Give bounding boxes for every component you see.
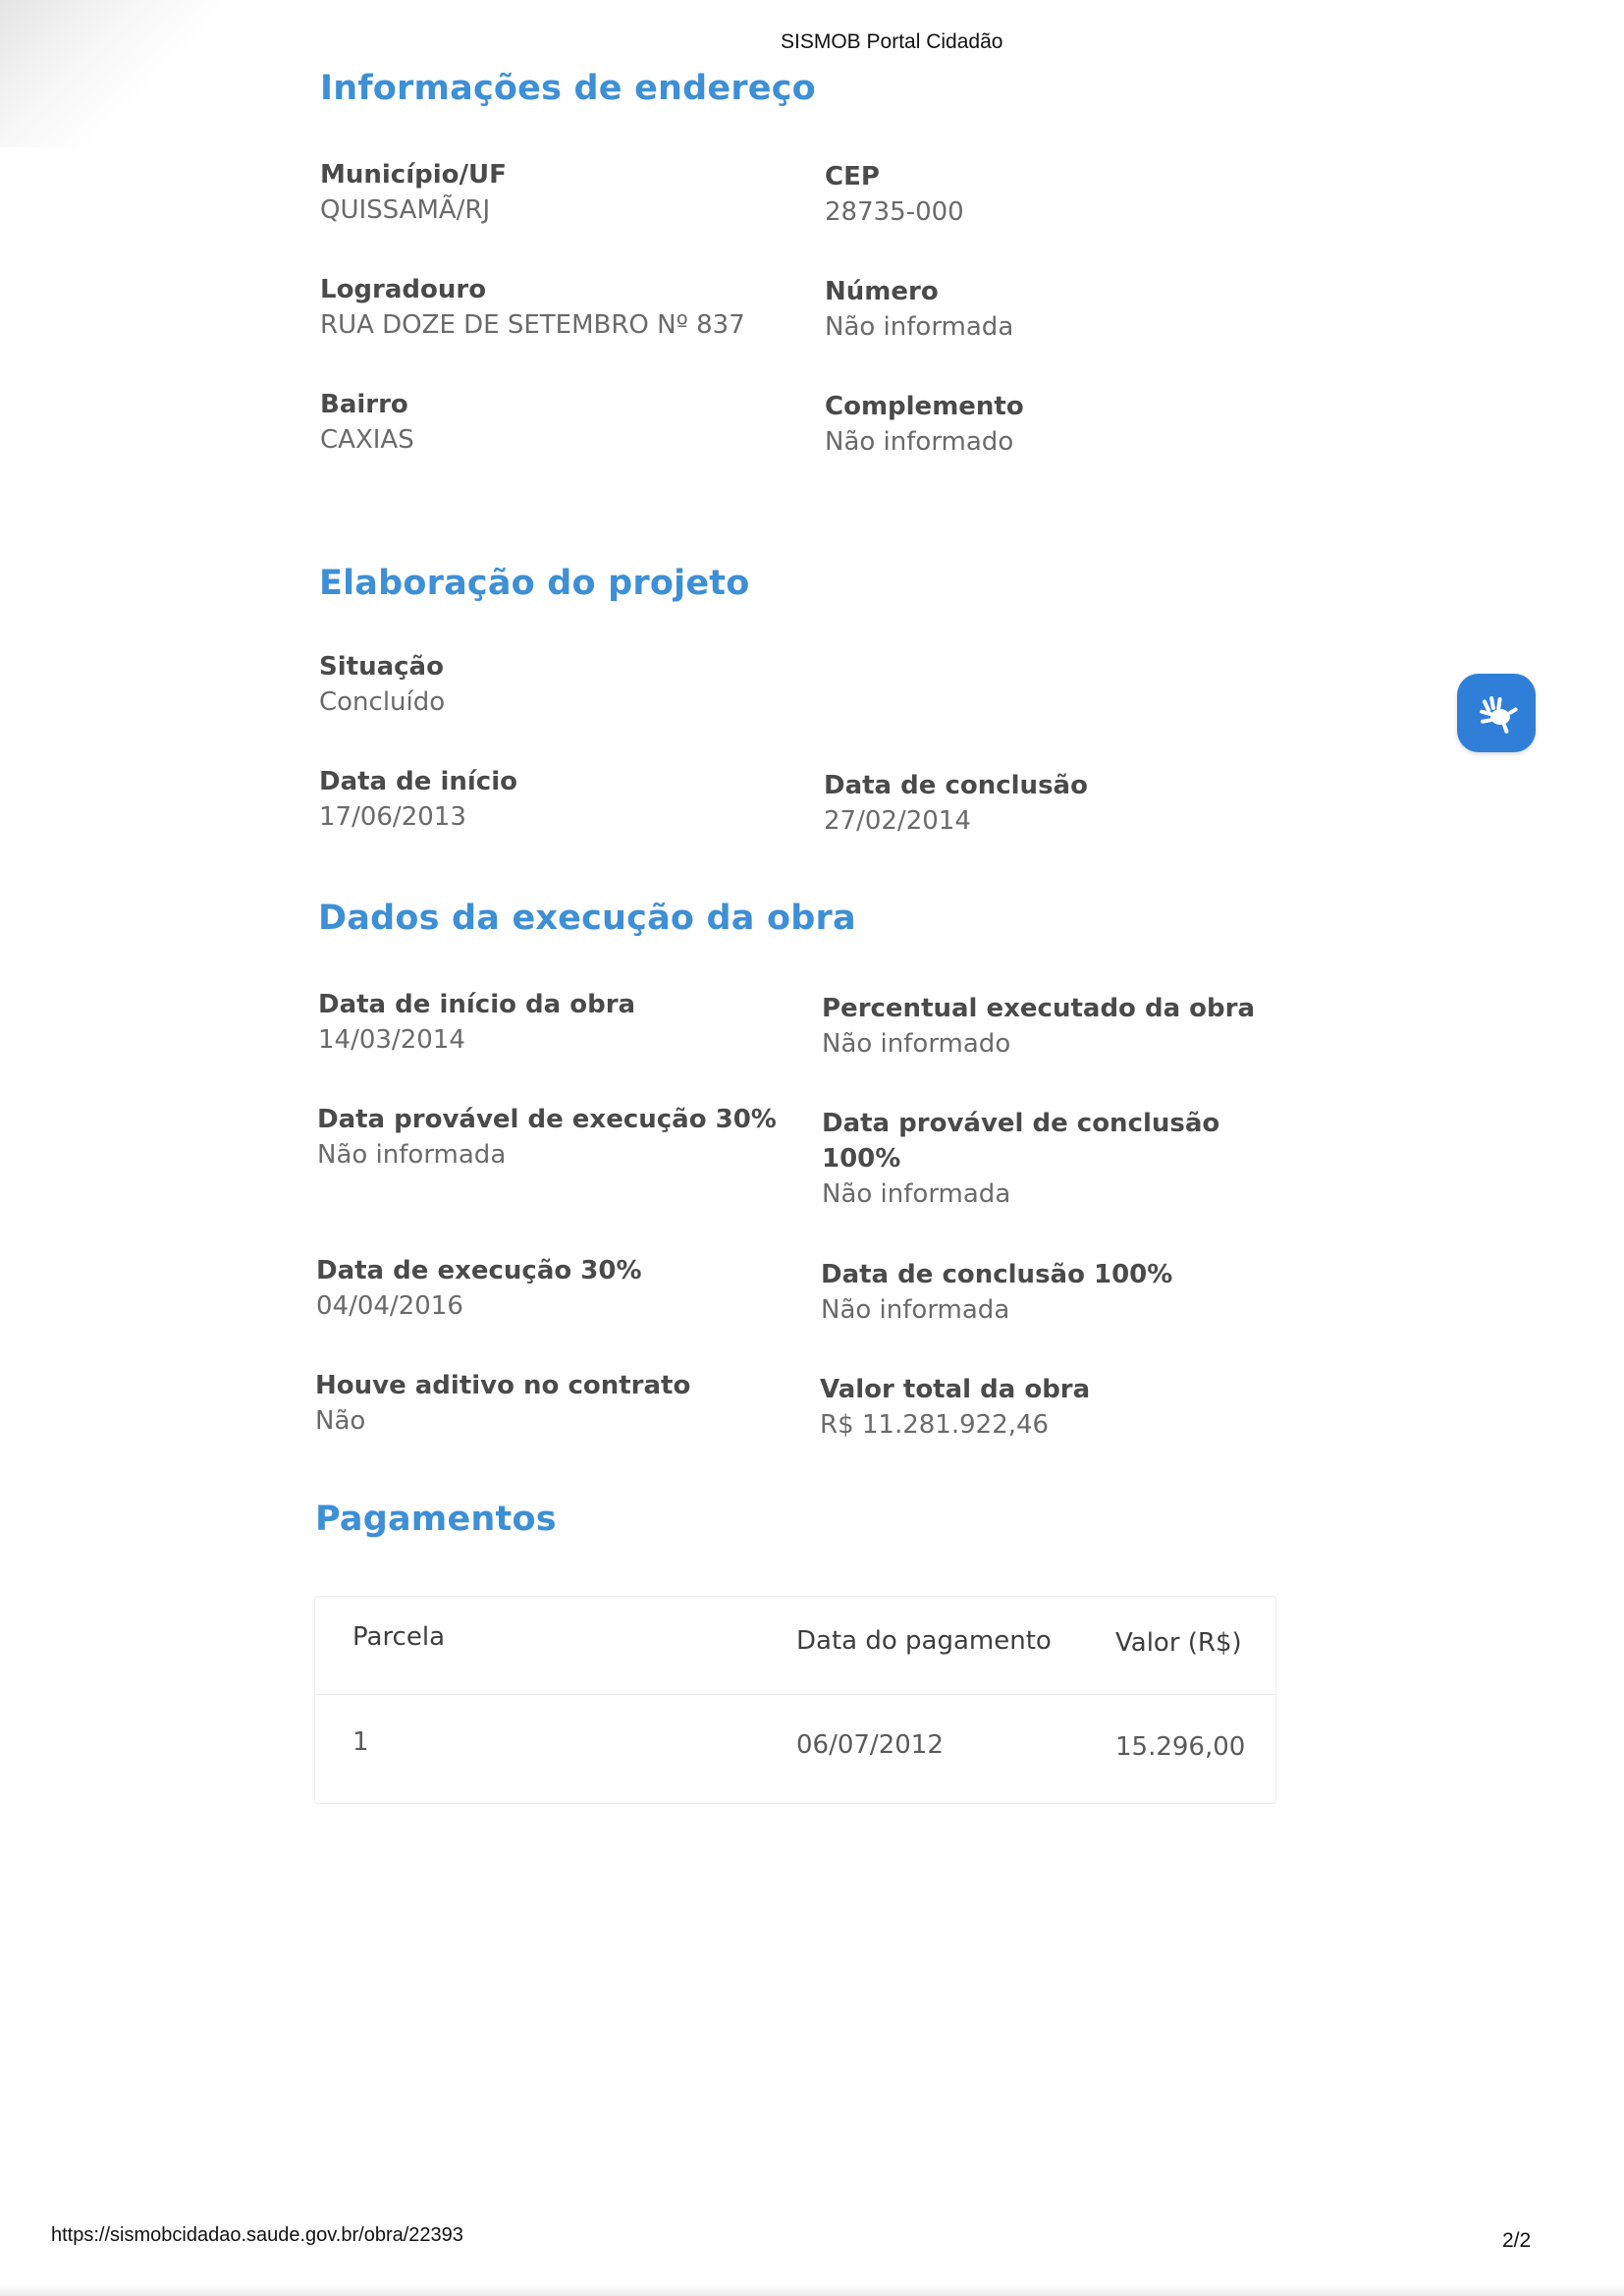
- field-value: R$ 11.281.922,46: [820, 1410, 1050, 1440]
- field-value: Concluído: [319, 687, 446, 717]
- cell-valor: 15.296,00: [1115, 1732, 1246, 1762]
- field-inicio-obra: [318, 987, 780, 1058]
- field-situacao: [319, 649, 781, 720]
- field-logradouro: [320, 272, 782, 343]
- field-value: Não: [315, 1406, 366, 1436]
- column-header-parcela: Parcela: [352, 1622, 446, 1652]
- field-label: Número: [825, 277, 939, 306]
- field-value: Não informado: [822, 1029, 1011, 1059]
- field-label: Data de início: [319, 767, 517, 796]
- field-complemento: [825, 389, 1286, 460]
- field-label: Data de início da obra: [318, 990, 636, 1019]
- field-aditivo: [315, 1368, 777, 1439]
- field-label: Data provável de conclusão: [822, 1109, 1220, 1138]
- field-bairro: [320, 387, 782, 458]
- field-value: Não informado: [825, 427, 1014, 457]
- field-provavel-execucao-30: [317, 1102, 779, 1173]
- section-title-execution: Dados da execução da obra: [318, 899, 856, 938]
- field-value: RUA DOZE DE SETEMBRO Nº 837: [320, 310, 745, 340]
- page-number: 2/2: [1502, 2229, 1532, 2252]
- field-label: Data provável de execução 30%: [317, 1105, 777, 1134]
- field-label: Situação: [319, 652, 444, 682]
- field-label: Data de conclusão: [824, 771, 1088, 800]
- field-execucao-30: [316, 1253, 778, 1324]
- field-valor-total: [820, 1372, 1281, 1443]
- scan-bottom-edge: [0, 2284, 1624, 2296]
- field-data-inicio: [319, 764, 781, 835]
- scan-shadow: [0, 0, 255, 147]
- field-label: Complemento: [825, 392, 1024, 421]
- section-title-address: Informações de endereço: [320, 69, 816, 108]
- footer-url: https://sismobcidadao.saude.gov.br/obra/22393: [51, 2224, 463, 2246]
- section-title-project: Elaboração do projeto: [319, 564, 750, 603]
- field-label: Bairro: [320, 390, 408, 419]
- field-value: Não informada: [822, 1179, 1011, 1209]
- sign-language-hands-icon: [1471, 687, 1522, 738]
- field-value: Não informada: [317, 1140, 507, 1170]
- field-data-conclusao: [824, 768, 1285, 839]
- cell-parcela: 1: [352, 1727, 369, 1757]
- column-header-data-pagamento: Data do pagamento: [796, 1626, 1052, 1656]
- field-conclusao-100: [821, 1257, 1282, 1328]
- field-label: Data de execução 30%: [316, 1256, 642, 1285]
- field-label: Percentual executado da obra: [822, 994, 1256, 1023]
- field-value: 28735-000: [825, 197, 964, 227]
- field-label: Logradouro: [320, 275, 487, 304]
- table-divider: [315, 1694, 1275, 1695]
- payments-table: [314, 1596, 1276, 1804]
- cell-data-pagamento: 06/07/2012: [796, 1730, 944, 1760]
- field-label: Houve aditivo no contrato: [315, 1371, 691, 1400]
- field-value: CAXIAS: [320, 425, 414, 455]
- field-value: 14/03/2014: [318, 1025, 465, 1055]
- field-value: 17/06/2013: [319, 802, 466, 832]
- field-label-cont: 100%: [822, 1144, 901, 1174]
- field-cep: [825, 159, 1286, 230]
- page-header-title: SISMOB Portal Cidadão: [781, 30, 1003, 53]
- field-value: Não informada: [825, 312, 1014, 342]
- field-label: CEP: [825, 162, 880, 191]
- accessibility-button[interactable]: [1457, 674, 1536, 752]
- field-value: QUISSAMÃ/RJ: [320, 195, 491, 225]
- field-label: Valor total da obra: [820, 1375, 1091, 1404]
- field-value: Não informada: [821, 1295, 1010, 1325]
- column-header-valor: Valor (R$): [1115, 1628, 1242, 1658]
- field-value: 04/04/2016: [316, 1291, 463, 1321]
- field-label: Data de conclusão 100%: [821, 1260, 1173, 1289]
- field-percentual-executado: [822, 991, 1283, 1062]
- field-value: 27/02/2014: [824, 806, 971, 836]
- field-label: Município/UF: [320, 160, 507, 190]
- field-numero: [825, 274, 1286, 345]
- field-provavel-conclusao-100: [822, 1106, 1283, 1212]
- section-title-payments: Pagamentos: [315, 1500, 557, 1539]
- field-municipio: [320, 157, 782, 228]
